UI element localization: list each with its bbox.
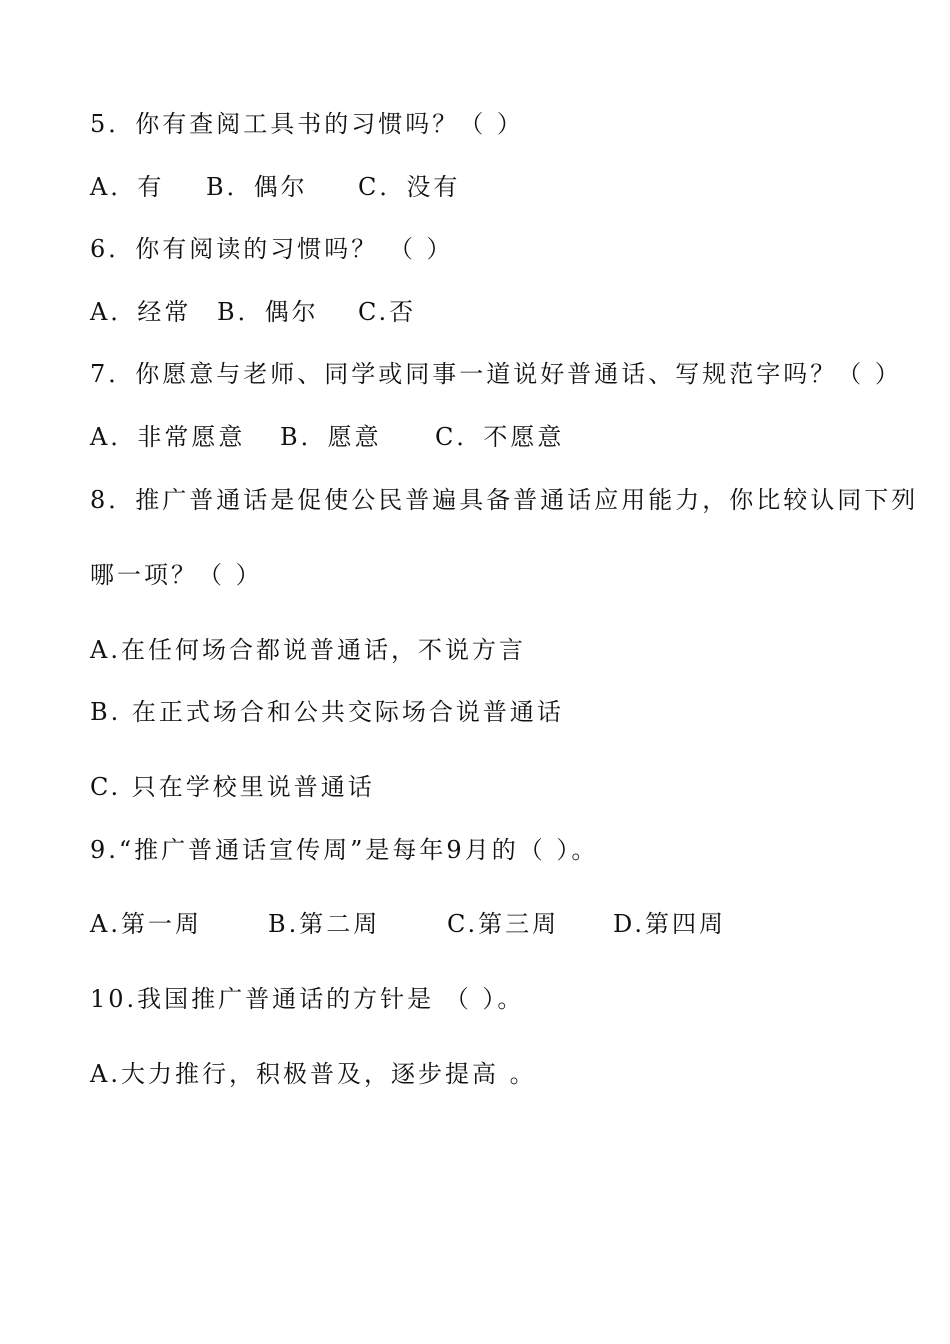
question-9: 9.“推广普通话宣传周”是每年9月的（ ）。	[90, 836, 599, 864]
option-b: B．愿意	[280, 423, 382, 451]
option-c: C.否	[358, 298, 417, 326]
option-c: C.第三周	[447, 910, 560, 938]
question-9-options	[90, 908, 890, 940]
question-8-line-2: 哪一项？（ ）	[90, 561, 263, 589]
question-6-options	[90, 296, 890, 328]
question-8-option-a: A.在任何场合都说普通话，不说方言	[90, 636, 526, 664]
option-a: A．经常	[90, 298, 192, 326]
question-10-option-a: A.大力推行，积极普及，逐步提高 。	[90, 1060, 537, 1088]
option-c: C．没有	[358, 173, 461, 201]
question-8-option-c: C. 只在学校里说普通话	[90, 773, 375, 801]
option-b: B．偶尔	[217, 298, 319, 326]
question-8-option-b: B. 在正式场合和公共交际场合说普通话	[90, 698, 564, 726]
option-c: C．不愿意	[435, 423, 565, 451]
option-b: B．偶尔	[206, 173, 308, 201]
option-b: B.第二周	[268, 910, 381, 938]
option-a: A.第一周	[90, 910, 202, 938]
question-7-options	[90, 421, 890, 453]
option-d: D.第四周	[613, 910, 727, 938]
question-7: 7．你愿意与老师、同学或同事一道说好普通话、写规范字吗？（ ）	[90, 360, 902, 388]
option-a: A．有	[90, 173, 165, 201]
option-a: A．非常愿意	[90, 423, 246, 451]
question-5-options	[90, 171, 890, 203]
question-10: 10.我国推广普通话的方针是 （ ）。	[90, 985, 525, 1013]
question-6: 6．你有阅读的习惯吗？ （ ）	[90, 235, 454, 263]
question-5: 5．你有查阅工具书的习惯吗？（ ）	[90, 110, 524, 138]
question-8-line-1: 8．推广普通话是促使公民普遍具备普通话应用能力，你比较认同下列	[90, 486, 919, 514]
